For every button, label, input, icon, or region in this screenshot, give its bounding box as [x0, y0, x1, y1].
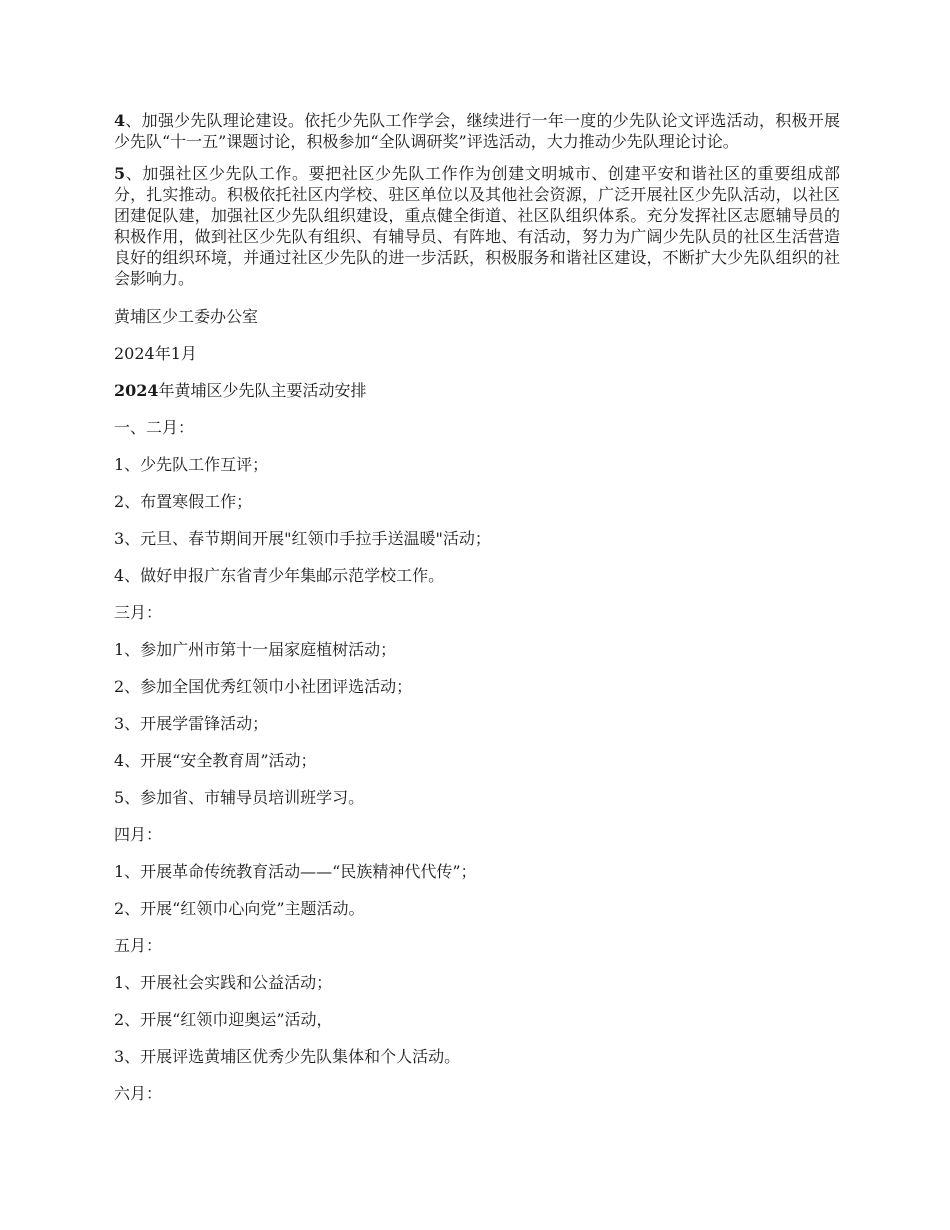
list-item: 4、做好申报广东省青少年集邮示范学校工作。 [114, 566, 445, 585]
list-item: 1、开展革命传统教育活动——“民族精神代代传”； [114, 862, 477, 881]
month-label: 六月： [114, 1084, 163, 1103]
list-item: 3、元旦、春节期间开展"红领巾手拉手送温暖"活动； [114, 529, 491, 548]
month-label: 三月： [114, 603, 163, 622]
month-section-june [114, 1083, 840, 1104]
list-item: 1、开展社会实践和公益活动； [114, 973, 333, 992]
document-page [114, 110, 840, 1120]
schedule-title-text: 年黄埔区少先队主要活动安排 [158, 381, 367, 400]
paragraph-text: 、加强社区少先队工作。要把社区少先队工作作为创建文明城市、创建平安和谐社区的重要组成部分，扎实推动。积极依托社区内学校、驻区单位以及其他社会资源，广泛开展社区少先队活动，以社区团建促队建，加强社区少先队组织建设，重点健全街道、社区队组织体系。充分发挥社区志愿辅导员的积极作用，做到社区少先队有组织、有辅导员、有阵地、有活动，努力为广阔少先队员的社区生活营造良好的组织环境，并通过社区少先队的进一步活跃，积极服务和谐社区建设，不断扩大少先队组织的社会影响力。 [114, 164, 840, 288]
list-item: 4、开展“安全教育周”活动； [114, 751, 317, 770]
list-item: 1、少先队工作互评； [114, 455, 269, 474]
month-label: 四月： [114, 825, 163, 844]
month-label: 五月： [114, 936, 163, 955]
list-item: 2、布置寒假工作； [114, 492, 253, 511]
month-section-jan-feb [114, 417, 840, 586]
schedule-title [114, 380, 840, 401]
signature-office: 黄埔区少工委办公室 [114, 307, 259, 326]
month-section-may [114, 935, 840, 1067]
paragraph-community [114, 163, 840, 289]
paragraph-number: 4 [114, 111, 126, 130]
month-section-april [114, 824, 840, 919]
month-section-march [114, 602, 840, 808]
list-item: 3、开展学雷锋活动； [114, 714, 269, 733]
paragraph-number: 5 [114, 164, 126, 183]
schedule-title-year: 2024 [114, 381, 159, 400]
list-item: 5、参加省、市辅导员培训班学习。 [114, 788, 365, 807]
list-item: 2、参加全国优秀红领巾小社团评选活动； [114, 677, 413, 696]
list-item: 1、参加广州市第十一届家庭植树活动； [114, 640, 397, 659]
list-item: 2、开展“红领巾心向党”主题活动。 [114, 899, 365, 918]
list-item: 2、开展“红领巾迎奥运”活动， [114, 1010, 333, 1029]
paragraph-text: 、加强少先队理论建设。依托少先队工作学会，继续进行一年一度的少先队论文评选活动，积极开展少先队“十一五”课题讨论，积极参加“全队调研奖”评选活动，大力推动少先队理论讨论。 [114, 111, 840, 151]
month-label: 一、二月： [114, 418, 195, 437]
paragraph-theory [114, 110, 840, 152]
signature-date: 2024年1月 [114, 344, 197, 363]
list-item: 3、开展评选黄埔区优秀少先队集体和个人活动。 [114, 1047, 461, 1066]
